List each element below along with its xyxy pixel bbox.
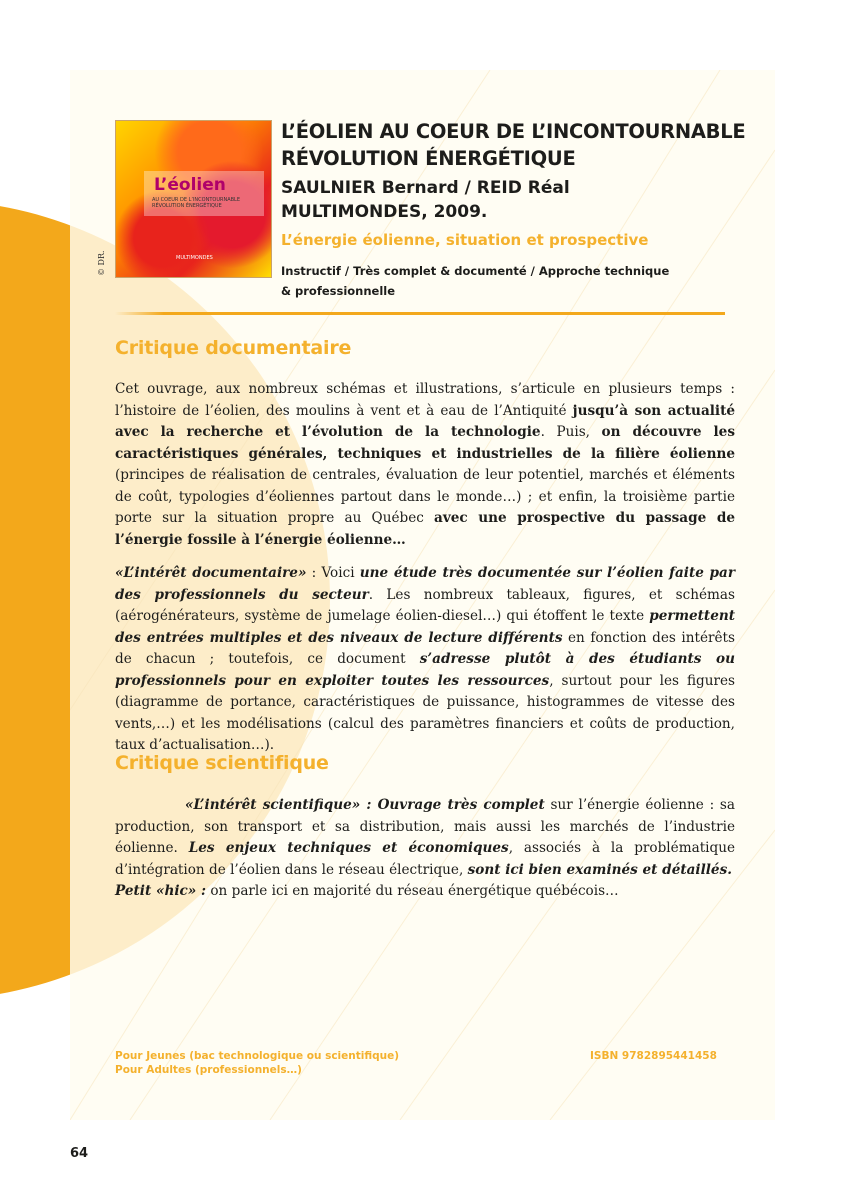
book-title bbox=[281, 118, 761, 172]
audience-info bbox=[115, 1049, 399, 1077]
doc-critique-interest bbox=[115, 563, 735, 757]
sci-critique-heading: Critique scientifique bbox=[115, 752, 329, 774]
book-tags-line-1: Instructif / Très complet & documenté / Approche technique bbox=[281, 264, 670, 278]
header-divider bbox=[115, 312, 725, 315]
cover-publisher: MULTIMONDES bbox=[176, 255, 213, 261]
book-authors: SAULNIER Bernard / REID Réal bbox=[281, 178, 570, 198]
page-number: 64 bbox=[70, 1146, 89, 1161]
sci-critique-body bbox=[115, 795, 735, 903]
cover-subtitle: AU COEUR DE L’INCONTOURNABLE RÉVOLUTION ÉNERGÉTIQUE bbox=[152, 197, 240, 209]
text-run: , surtout pour les figures (diagramme de portance, caractéristiques de puissance, histogrammes de vitesse des vents,…) et les modélisations (calcul des paramètres financiers et coûts de production, taux d’actualisation…). bbox=[115, 672, 736, 753]
text-run: sont ici bien examinés et détaillés. bbox=[467, 861, 732, 878]
book-cover-image bbox=[115, 120, 272, 278]
text-run: Cet ouvrage, aux nombreux schémas et illustrations, s’articule en plusieurs temps : l’histoire de l’éolien, des moulins à vent et à eau de l’Antiquité bbox=[115, 381, 735, 419]
book-meta bbox=[281, 176, 761, 224]
text-run: Petit «hic» : bbox=[115, 883, 207, 899]
text-run: une étude très documentée sur l’éolien faite par des professionnels du secteur bbox=[115, 565, 736, 603]
text-run: . Les nombreux tableaux, figures, et schémas (aérogénérateurs, système de jumelage éolien-diesel…) qui étoffent le texte bbox=[115, 586, 736, 624]
text-run: s’adresse plutôt à des étudiants ou professionnels pour en exploiter toutes les ressources bbox=[115, 651, 735, 689]
doc-critique-paragraph-2 bbox=[115, 563, 735, 757]
book-title-line-1: L’ÉOLIEN AU COEUR DE L’INCONTOURNABLE bbox=[281, 120, 746, 143]
text-run: jusqu’à son actualité avec la recherche et l’évolution de la technologie bbox=[115, 402, 736, 440]
book-subject: L’énergie éolienne, situation et prospective bbox=[281, 231, 649, 249]
sci-critique-paragraph-2 bbox=[115, 881, 735, 903]
book-tags-line-2: & professionnelle bbox=[281, 284, 396, 298]
doc-critique-heading: Critique documentaire bbox=[115, 337, 352, 359]
text-run: : Voici bbox=[306, 565, 360, 581]
text-run: «L’intérêt scientifique» : Ouvrage très complet bbox=[185, 797, 545, 813]
text-run: «L’intérêt documentaire» bbox=[115, 565, 307, 581]
text-run: permettent des entrées multiples et des niveaux de lecture différents bbox=[115, 608, 735, 646]
text-run: . Puis, bbox=[540, 424, 602, 440]
text-run: on découvre les caractéristiques générales, techniques et industrielles de la filière éolienne bbox=[115, 424, 735, 462]
text-run: Les enjeux techniques et économiques bbox=[188, 840, 509, 856]
doc-critique-body bbox=[115, 379, 735, 551]
text-run: on parle ici en majorité du réseau énergétique québécois… bbox=[206, 883, 619, 899]
isbn: ISBN 9782895441458 bbox=[590, 1050, 717, 1062]
audience-line-2: Pour Adultes (professionnels…) bbox=[115, 1064, 302, 1076]
audience-line-1: Pour Jeunes (bac technologique ou scientifique) bbox=[115, 1050, 400, 1062]
doc-critique-paragraph-1 bbox=[115, 379, 735, 551]
text-run: , associés à la problématique d’intégration de l’éolien dans le réseau électrique, bbox=[115, 840, 736, 878]
cover-title: L’éolien bbox=[154, 175, 226, 195]
text-run: avec une prospective du passage de l’énergie fossile à l’énergie éolienne… bbox=[115, 510, 735, 548]
sci-critique-paragraph-1 bbox=[115, 795, 735, 881]
book-publisher: MULTIMONDES, 2009. bbox=[281, 202, 488, 222]
book-title-line-2: RÉVOLUTION ÉNERGÉTIQUE bbox=[281, 147, 576, 170]
book-tags bbox=[281, 261, 721, 301]
photo-credit: © DR. bbox=[97, 250, 106, 276]
text-run: (principes de réalisation de centrales, évaluation de leur potentiel, marchés et éléments de coût, typologies d’éoliennes partout dans le monde…) ; et enfin, la troisième partie porte sur la situation propre au Québec bbox=[115, 467, 735, 526]
sci-critique-paragraph-1-text bbox=[115, 797, 735, 878]
text-run: sur l’énergie éolienne : sa production, son transport et sa distribution, mais aussi les marchés de l’industrie éolienne. bbox=[115, 797, 736, 856]
text-run: en fonction des intérêts de chacun ; toutefois, ce document bbox=[115, 629, 735, 667]
